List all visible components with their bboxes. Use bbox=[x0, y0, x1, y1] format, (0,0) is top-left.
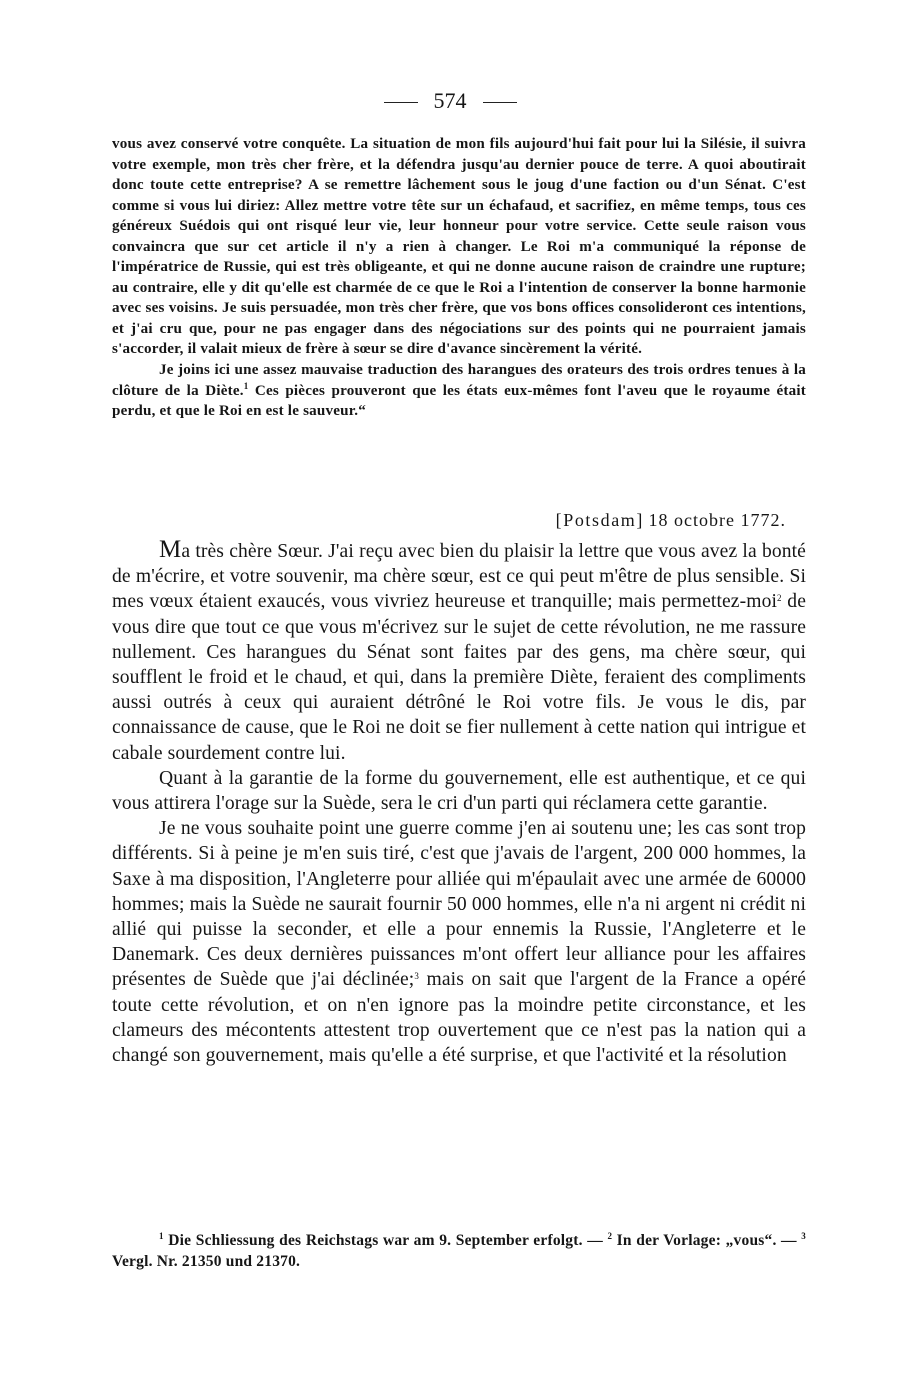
salutation-initial: M bbox=[159, 536, 182, 563]
letter-paragraph-3 bbox=[112, 816, 806, 1068]
footnote-mark-2: 2 bbox=[607, 1231, 613, 1241]
footnote-line bbox=[112, 1230, 806, 1272]
footnote-ref-2: 2 bbox=[777, 593, 782, 604]
footnotes bbox=[112, 1230, 806, 1272]
letter-paragraph-3-text-b: mais on sait que l'argent de la France a opéré toute cette révolution, et on n'en ignore pas la moindre petite circonstance, et les clameurs des mécontents attestent trop ouvertement que ce n'est pas la nation qui a changé son gouvernement, mais qu'elle a été surprise, et que l'activité et la résolution bbox=[112, 969, 807, 1067]
previous-letter-paragraph: vous avez conservé votre conquête. La situation de mon fils aujourd'hui fait pour lui la Silésie, il suivra votre exemple, mon très cher frère, et la défendra jusqu'au dernier pouce de terre. A quoi aboutirait donc toute cette entreprise? A se remettre lâchement sous le joug d'une faction ou d'un Sénat. C'est comme si vous lui diriez: Allez mettre votre tête sur un échafaud, et sacrifiez, en même temps, tous ces généreux Suédois qui ont risqué leur vie, leur honneur pour votre service. Cette seule raison vous convaincra que sur cet article il n'y a rien à changer. Le Roi m'a communiqué la réponse de l'impératrice de Russie, qui est très obligeante, et qui ne donne aucune raison de craindre une rupture; au contraire, elle y dit qu'elle est charmée de ce que le Roi a l'intention de conserver la bonne harmonie avec ses voisins. Je suis persuadée, mon très cher frère, que vos bons offices consolideront ces intentions, et j'ai cru que, pour ne pas engager dans des négociations sur des points qui ne pourraient jamais s'accorder, il valait mieux de frère à sœur se dire d'avance sincèrement la vérité. bbox=[112, 136, 806, 358]
page-number-left-rule bbox=[384, 102, 418, 103]
footnote-ref-1: 1 bbox=[243, 380, 249, 391]
page-number-text: 574 bbox=[433, 88, 467, 113]
previous-letter-closing-paragraph bbox=[112, 360, 806, 422]
closing-text-before-note: Je joins ici une assez mauvaise traduction des harangues des orateurs des trois ordres tenues à la clôture de la Diète. bbox=[112, 362, 806, 399]
letter-paragraph-1-text-a: J'ai reçu avec bien du plaisir la lettre que vous avez la bonté de m'écrire, et votre souvenir, ma chère sœur, est ce qui peut m'être de plus sensible. Si mes vœux étaient exaucés, vous vivriez heureuse et tranquille; mais permettez-moi bbox=[112, 541, 806, 613]
dateline-date: 18 octobre 1772. bbox=[648, 510, 786, 530]
letter-paragraph-2: Quant à la garantie de la forme du gouvernement, elle est authentique, et ce qui vous attirera l'orage sur la Suède, sera le cri d'un parti qui réclamera cette garantie. bbox=[112, 767, 806, 815]
footnote-mark-1: 1 bbox=[159, 1231, 164, 1241]
dateline-place: [Potsdam] bbox=[555, 510, 645, 530]
footnote-ref-3: 3 bbox=[414, 971, 419, 982]
page-number bbox=[0, 88, 900, 114]
footnote-2-text: In der Vorlage: „vous“. — bbox=[612, 1232, 802, 1249]
closing-text-after-note: Ces pièces prouveront que les états eux-mêmes font l'aveu que le royaume était perdu, et que le Roi en est le sauveur.“ bbox=[112, 382, 807, 420]
previous-letter-excerpt bbox=[112, 134, 806, 422]
letter-paragraph-1 bbox=[112, 537, 806, 766]
letter-paragraph-3-text-a: Je ne vous souhaite point une guerre comme j'en ai soutenu une; les cas sont trop différents. Si à peine je m'en suis tiré, c'est que j'avais de l'argent, 200 000 hommes, la Saxe à ma disposition, l'Angleterre pour alliée qui m'épaulait avec une armée de 60000 hommes; mais la Suède ne saurait fournir 50 000 hommes, elle n'a ni argent ni crédit ni allié qui puisse la seconder, et elle a pour ennemis la Russie, l'Angleterre et le Danemark. Ces deux dernières puissances m'ont offert leur alliance pour les affaires présentes de Suède que j'ai déclinée; bbox=[112, 818, 806, 991]
letter-body bbox=[112, 537, 806, 1068]
footnote-1-text: Die Schliessung des Reichstags war am 9. September erfolgt. — bbox=[163, 1232, 608, 1249]
footnote-3-text: Vergl. Nr. 21350 und 21370. bbox=[112, 1253, 301, 1270]
letter-paragraph-1-text-b: de vous dire que tout ce que vous m'écrivez sur le sujet de cette révolution, ne me rassure nullement. Ces harangues du Sénat sont faites par des gens, ma chère sœur, qui soufflent le froid et le chaud, et qui, dans la première Diète, feraient des compliments aussi outrés à ceux qui auraient détrôné le Roi votre fils. Je vous le dis, par connaissance de cause, que le Roi ne doit se fier nullement à cette nation qui intrigue et cabale sourdement contre lui. bbox=[112, 591, 806, 764]
footnote-mark-3: 3 bbox=[801, 1231, 806, 1241]
letter-dateline bbox=[0, 508, 786, 532]
page-number-right-rule bbox=[483, 102, 517, 103]
salutation-rest: a très chère Sœur. bbox=[181, 541, 323, 562]
